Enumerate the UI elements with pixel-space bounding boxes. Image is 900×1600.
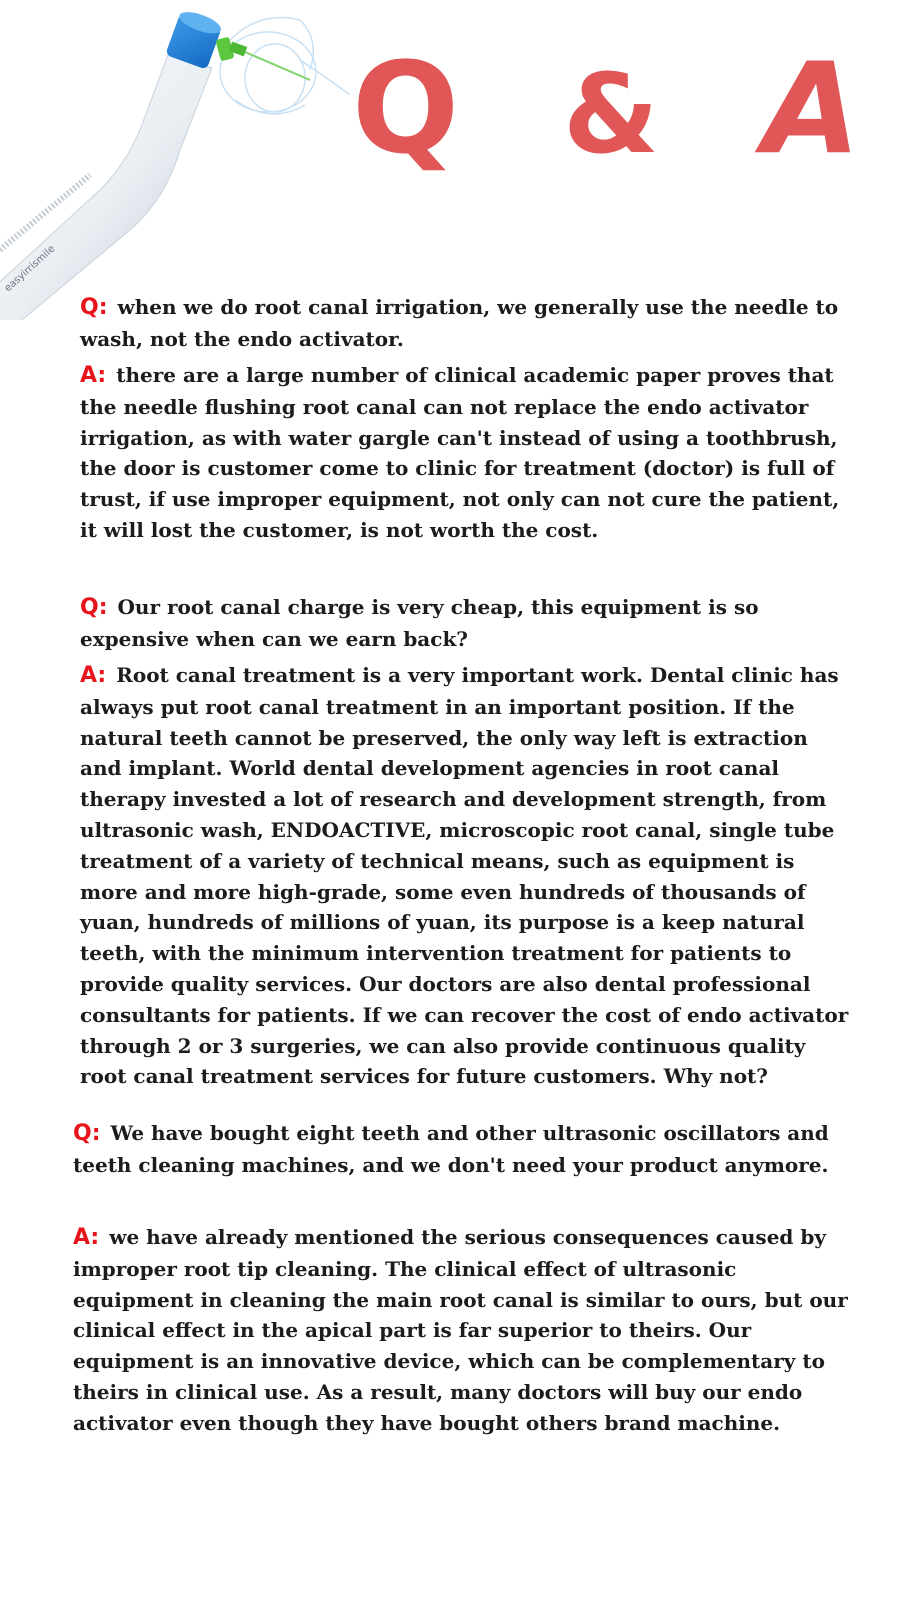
question-text: Our root canal charge is very cheap, this equipment is so expensive when can we earn back? [80, 595, 759, 651]
answer-text: Root canal treatment is a very important work. Dental clinic has always put root canal treatment in an important position. If the natural teeth cannot be preserved, the only way left is extraction and implant. World dental development agencies in root canal therapy invested a lot of research and development strength, from ultrasonic wash, ENDOACTIVE, microscopic root canal, single tube treatment of a variety of technical means, such as equipment is more and more high-grade, some even hundreds of thousands of yuan, hundreds of millions of yuan, its purpose is a keep natural teeth, with the minimum intervention treatment for patients to provide quality services. Our doctors are also dental professional consultants for patients. If we can recover the cost of endo activator through 2 or 3 surgeries, we can also provide continuous quality root canal treatment services for future customers. Why not? [80, 663, 849, 1089]
question-marker: Q: [80, 295, 108, 320]
title-a: A [762, 35, 869, 182]
answer-text: there are a large number of clinical academic paper proves that the needle flushing root canal can not replace the endo activator irrigation, as with water gargle can't instead of using a toothbrush, the door is customer come to clinic for treatment (doctor) is full of trust, if use improper equipment, not only can not cure the patient, it will lost the customer, is not worth the cost. [80, 363, 840, 542]
question-3 [73, 1118, 863, 1181]
title-ampersand: & [563, 50, 667, 178]
answer-marker: A: [80, 363, 107, 388]
water-splash-icon [220, 18, 350, 114]
answer-2 [80, 660, 850, 1092]
answer-3 [73, 1222, 863, 1439]
device-brand-label: easyirrismile [2, 243, 58, 295]
answer-1 [80, 360, 850, 546]
question-marker: Q: [80, 595, 108, 620]
question-marker: Q: [73, 1121, 101, 1146]
hero-banner [0, 0, 900, 300]
question-2 [80, 592, 850, 655]
answer-marker: A: [73, 1225, 100, 1250]
endo-activator-handpiece-icon [0, 0, 360, 320]
question-text: when we do root canal irrigation, we generally use the needle to wash, not the endo activator. [80, 295, 839, 351]
question-text: We have bought eight teeth and other ultrasonic oscillators and teeth cleaning machines, and we don't need your product anymore. [73, 1121, 829, 1177]
question-1 [80, 292, 850, 355]
answer-text: we have already mentioned the serious consequences caused by improper root tip cleaning. The clinical effect of ultrasonic equipment in cleaning the main root canal is similar to ours, but our clinical effect in the apical part is far superior to theirs. Our equipment is an innovative device, which can be complementary to theirs in clinical use. As a result, many doctors will buy our endo activator even though they have bought others brand machine. [73, 1225, 848, 1435]
page-title [352, 35, 869, 182]
answer-marker: A: [80, 663, 107, 688]
title-q: Q [352, 35, 468, 182]
